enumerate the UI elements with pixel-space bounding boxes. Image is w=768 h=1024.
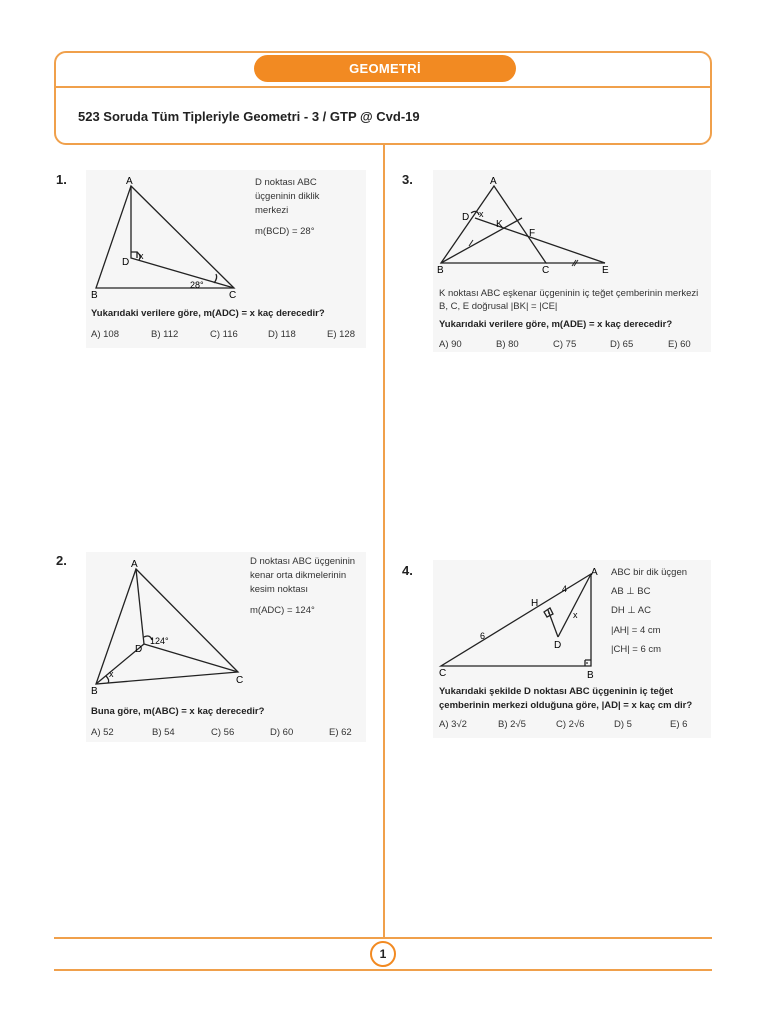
q3-label-c: C xyxy=(542,265,550,276)
q4-option-e[interactable]: E) 6 xyxy=(670,719,688,730)
q2-given-2: kenar orta dikmelerinin xyxy=(250,570,347,581)
q3-label-k: K xyxy=(496,219,503,230)
q3-option-c[interactable]: C) 75 xyxy=(553,339,577,350)
q3-given-2: B, C, E doğrusal |BK| = |CE| xyxy=(439,301,558,312)
q1-given-1: D noktası ABC xyxy=(255,177,317,188)
column-divider xyxy=(383,145,385,937)
page-number: 1 xyxy=(370,941,396,967)
subtitle: 523 Soruda Tüm Tipleriyle Geometri - 3 / GTP @ Cvd-19 xyxy=(78,109,420,124)
footer-line-bottom xyxy=(54,969,712,971)
q3-prompt: Yukarıdaki verilere göre, m(ADE) = x kaç derecedir? xyxy=(439,319,673,330)
q4-option-b[interactable]: B) 2√5 xyxy=(498,719,526,730)
q3-given-1: K noktası ABC eşkenar üçgeninin iç teğet çemberinin merkezi xyxy=(439,288,699,299)
q4-label-4: 4 xyxy=(562,584,568,594)
q3-label-x: x xyxy=(479,209,484,219)
header-divider xyxy=(56,86,710,88)
question-1-figure xyxy=(86,170,366,301)
q4-label-d: D xyxy=(554,640,562,651)
q2-given-4: m(ADC) = 124° xyxy=(250,605,315,616)
q4-label-a: A xyxy=(591,567,598,578)
q4-given-2: AB ⊥ BC xyxy=(611,586,651,597)
q3-option-b[interactable]: B) 80 xyxy=(496,339,519,350)
q1-option-e[interactable]: E) 128 xyxy=(327,329,355,340)
q2-option-c[interactable]: C) 56 xyxy=(211,727,235,738)
q2-label-b: B xyxy=(91,686,98,697)
q4-label-c: C xyxy=(439,668,447,679)
q4-label-b: B xyxy=(587,670,594,681)
q3-option-d[interactable]: D) 65 xyxy=(610,339,634,350)
q4-option-d[interactable]: D) 5 xyxy=(614,719,632,730)
page-title: GEOMETRİ xyxy=(254,55,516,82)
q1-given-3: merkezi xyxy=(255,205,289,216)
q4-option-a[interactable]: A) 3√2 xyxy=(439,719,467,730)
q4-given-3: DH ⊥ AC xyxy=(611,605,651,616)
question-2-number: 2. xyxy=(56,553,67,568)
question-1-number: 1. xyxy=(56,172,67,187)
q1-label-a: A xyxy=(126,176,133,187)
q4-given-5: |CH| = 6 cm xyxy=(611,644,662,655)
question-3-figure xyxy=(433,170,711,278)
q4-given-1: ABC bir dik üçgen xyxy=(611,567,688,578)
q1-given-4: m(BCD) = 28° xyxy=(255,226,315,237)
q4-given-4: |AH| = 4 cm xyxy=(611,625,661,636)
q2-prompt: Buna göre, m(ABC) = x kaç derecedir? xyxy=(91,706,265,717)
q4-prompt-line-2: çemberinin merkezi olduğuna göre, |AD| = x kaç cm dir? xyxy=(439,700,693,711)
q2-label-x: x xyxy=(109,669,114,679)
q1-label-b: B xyxy=(91,290,98,301)
q4-label-6: 6 xyxy=(480,631,486,641)
q2-label-a: A xyxy=(131,559,138,570)
q3-option-a[interactable]: A) 90 xyxy=(439,339,462,350)
q2-given-3: kesim noktası xyxy=(250,584,309,595)
q2-given-1: D noktası ABC üçgeninin xyxy=(250,556,356,567)
question-4-number: 4. xyxy=(402,563,413,578)
q3-option-e[interactable]: E) 60 xyxy=(668,339,691,350)
q1-option-d[interactable]: D) 118 xyxy=(268,329,296,340)
q4-label-h: H xyxy=(531,598,539,609)
q2-option-a[interactable]: A) 52 xyxy=(91,727,114,738)
q3-label-a: A xyxy=(490,176,497,187)
q2-label-angle: 124° xyxy=(150,636,169,646)
q2-option-d[interactable]: D) 60 xyxy=(270,727,294,738)
q1-prompt: Yukarıdaki verilere göre, m(ADC) = x kaç derecedir? xyxy=(91,308,325,319)
q4-label-x: x xyxy=(573,610,578,620)
q1-option-c[interactable]: C) 116 xyxy=(210,329,238,340)
q1-given-2: üçgeninin diklik xyxy=(255,191,320,202)
q2-option-b[interactable]: B) 54 xyxy=(152,727,175,738)
q1-label-angle: 28° xyxy=(190,280,204,290)
q4-option-c[interactable]: C) 2√6 xyxy=(556,719,585,730)
question-3-number: 3. xyxy=(402,172,413,187)
q1-option-a[interactable]: A) 108 xyxy=(91,329,119,340)
q3-label-b: B xyxy=(437,265,444,276)
footer-line-top xyxy=(54,937,712,939)
q2-label-d: D xyxy=(135,644,143,655)
q1-label-d: D xyxy=(122,257,130,268)
q3-label-f: F xyxy=(529,228,536,239)
q1-label-c: C xyxy=(229,290,237,301)
q1-option-b[interactable]: B) 112 xyxy=(151,329,179,340)
q4-prompt-line-1: Yukarıdaki şekilde D noktası ABC üçgeninin iç teğet xyxy=(439,686,674,697)
q2-label-c: C xyxy=(236,675,244,686)
q2-option-e[interactable]: E) 62 xyxy=(329,727,352,738)
q3-label-e: E xyxy=(602,265,609,276)
q3-label-d: D xyxy=(462,212,470,223)
q1-label-x: x xyxy=(139,251,144,261)
